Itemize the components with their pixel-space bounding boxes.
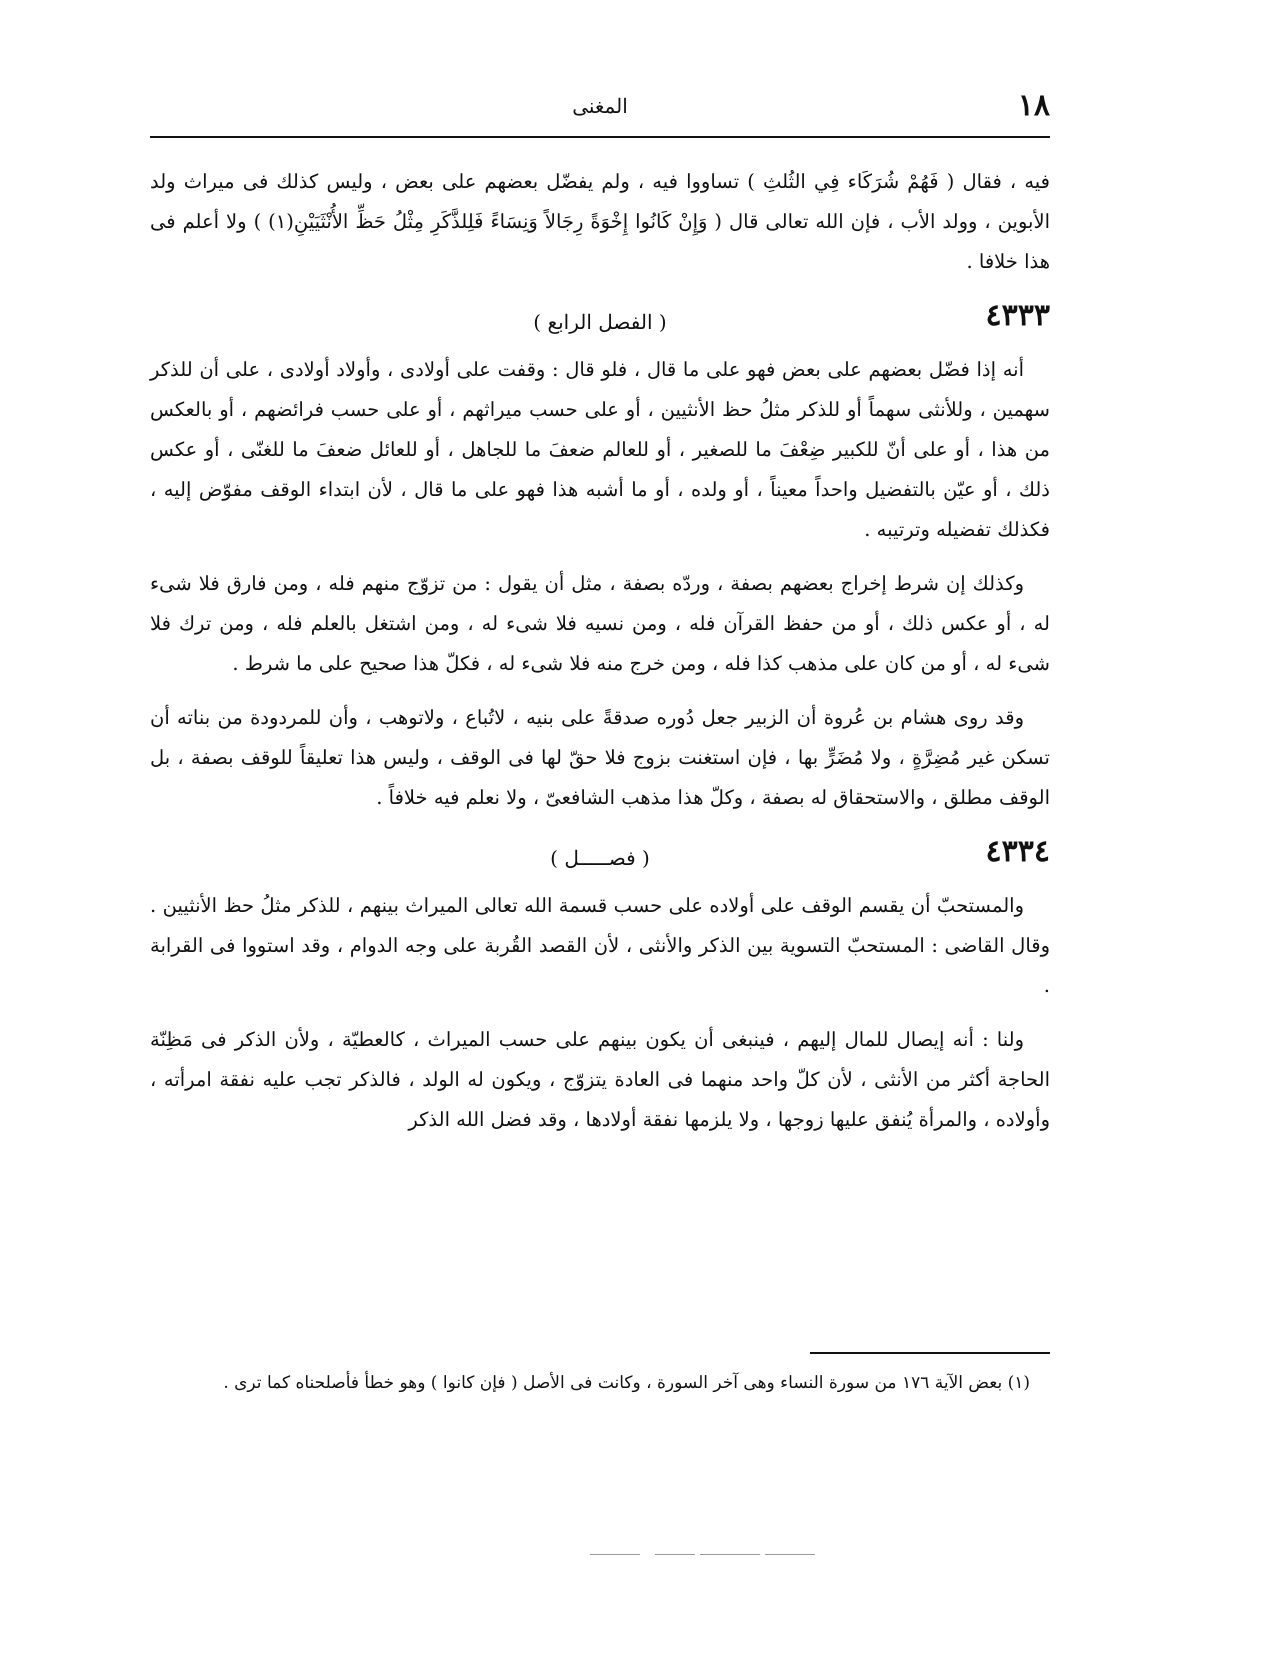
footnote: (١) بعض الآية ١٧٦ من سورة النساء وهى آخر السورة ، وكانت فى الأصل ( فإن كانوا ) وهو خطأ فأصلحناه كما ترى .	[223, 1373, 1030, 1393]
scan-artifact	[765, 1554, 815, 1555]
section-title: ( الفصل الرابع )	[533, 310, 667, 334]
paragraph-4: وقد روى هشام بن عُروة أن الزبير جعل دُوره صدقةً على بنيه ، لاتُباع ، ولاتوهب ، وأن للمردودة من بناته أن تسكن غير مُضِرَّةٍ ، ولا مُضَرٍّ بها ، فإن استغنت بزوج فلا حقّ لها فى الوقف ، وليس هذا تعليقاً للوقف بصفة ، بل الوقف مطلق ، والاستحقاق له بصفة ، وكلّ هذا مذهب الشافعىّ ، ولا نعلم فيه خلافاً .	[150, 706, 1050, 809]
section-number: ٤٣٣٤	[985, 834, 1050, 869]
section-heading-4334	[150, 832, 1050, 874]
section-heading-4333	[150, 296, 1050, 338]
footnote-rule	[810, 1352, 1050, 1354]
paragraph-1: فيه ، فقال ( فَهُمْ شُرَكَاء فِي الثُلثِ ) تساووا فيه ، ولم يفضّل بعضهم على بعض ، وليس كذلك فى ميراث ولد الأبوين ، وولد الأب ، فإن الله تعالى قال ( وَإِنْ كَانُوا إِخْوَةً رِجَالاً وَنِسَاءً فَلِلذَّكَرِ مِثْلُ حَظِّ الأُنْثَيَيْنِ(١) ) ولا أعلم فى هذا خلافا .	[150, 170, 1050, 273]
paragraph-2: أنه إذا فضّل بعضهم على بعض فهو على ما قال ، فلو قال : وقفت على أولادى ، وأولاد أولادى ، على أن للذكر سهمين ، وللأنثى سهماً أو للذكر مثلُ حظ الأنثيين ، أو على حسب ميراثهم ، أو على حسب فرائضهم ، أو بالعكس من هذا ، أو على أنّ للكبير ضِعْفَ ما للصغير ، أو للعالم ضعفَ ما للجاهل ، أو للعائل ضعفَ ما للغنّى ، أو عكس ذلك ، أو عيّن بالتفضيل واحداً معيناً ، أو ولده ، أو ما أشبه هذا فهو على ما قال ، لأن ابتداء الوقف مفوّض إليه ، فكذلك تفضيله وترتيبه .	[150, 358, 1050, 541]
page-number: ١٨	[1017, 88, 1050, 123]
scan-artifact	[590, 1554, 640, 1555]
paragraph-5: والمستحبّ أن يقسم الوقف على أولاده على حسب قسمة الله تعالى الميراث بينهم ، للذكر مثلُ حظ الأنثيين . وقال القاضى : المستحبّ التسوية بين الذكر والأنثى ، لأن القصد القُربة على وجه الدوام ، وقد استووا فى القرابة .	[150, 894, 1050, 997]
scan-artifact	[700, 1554, 760, 1555]
scan-artifact	[655, 1554, 695, 1555]
paragraph-6: ولنا : أنه إيصال للمال إليهم ، فينبغى أن يكون بينهم على حسب الميراث ، كالعطيّة ، ولأن الذكر فى مَظِنّة الحاجة أكثر من الأنثى ، لأن كلّ واحد منهما فى العادة يتزوّج ، ويكون له الولد ، فالذكر تجب عليه نفقة امرأته ، وأولاده ، والمرأة يُنفق عليها زوجها ، ولا يلزمها نفقة أولادها ، وقد فضل الله الذكر	[150, 1028, 1050, 1131]
section-title: ( فصـــــل )	[550, 846, 650, 870]
paragraph-3: وكذلك إن شرط إخراج بعضهم بصفة ، وردّه بصفة ، مثل أن يقول : من تزوّج منهم فله ، ومن فارق فلا شىء له ، أو عكس ذلك ، أو من حفظ القرآن فله ، ومن نسيه فلا شىء له ، ومن اشتغل بالعلم فله ، ومن ترك فلا شىء له ، أو من كان على مذهب كذا فله ، ومن خرج منه فلا شىء له ، فكلّ هذا صحيح على ما شرط .	[150, 572, 1050, 675]
main-text	[150, 162, 1050, 1154]
running-title: المغنى	[572, 94, 628, 118]
section-number: ٤٣٣٣	[985, 298, 1050, 333]
page-header	[150, 88, 1050, 132]
header-rule	[150, 136, 1050, 138]
